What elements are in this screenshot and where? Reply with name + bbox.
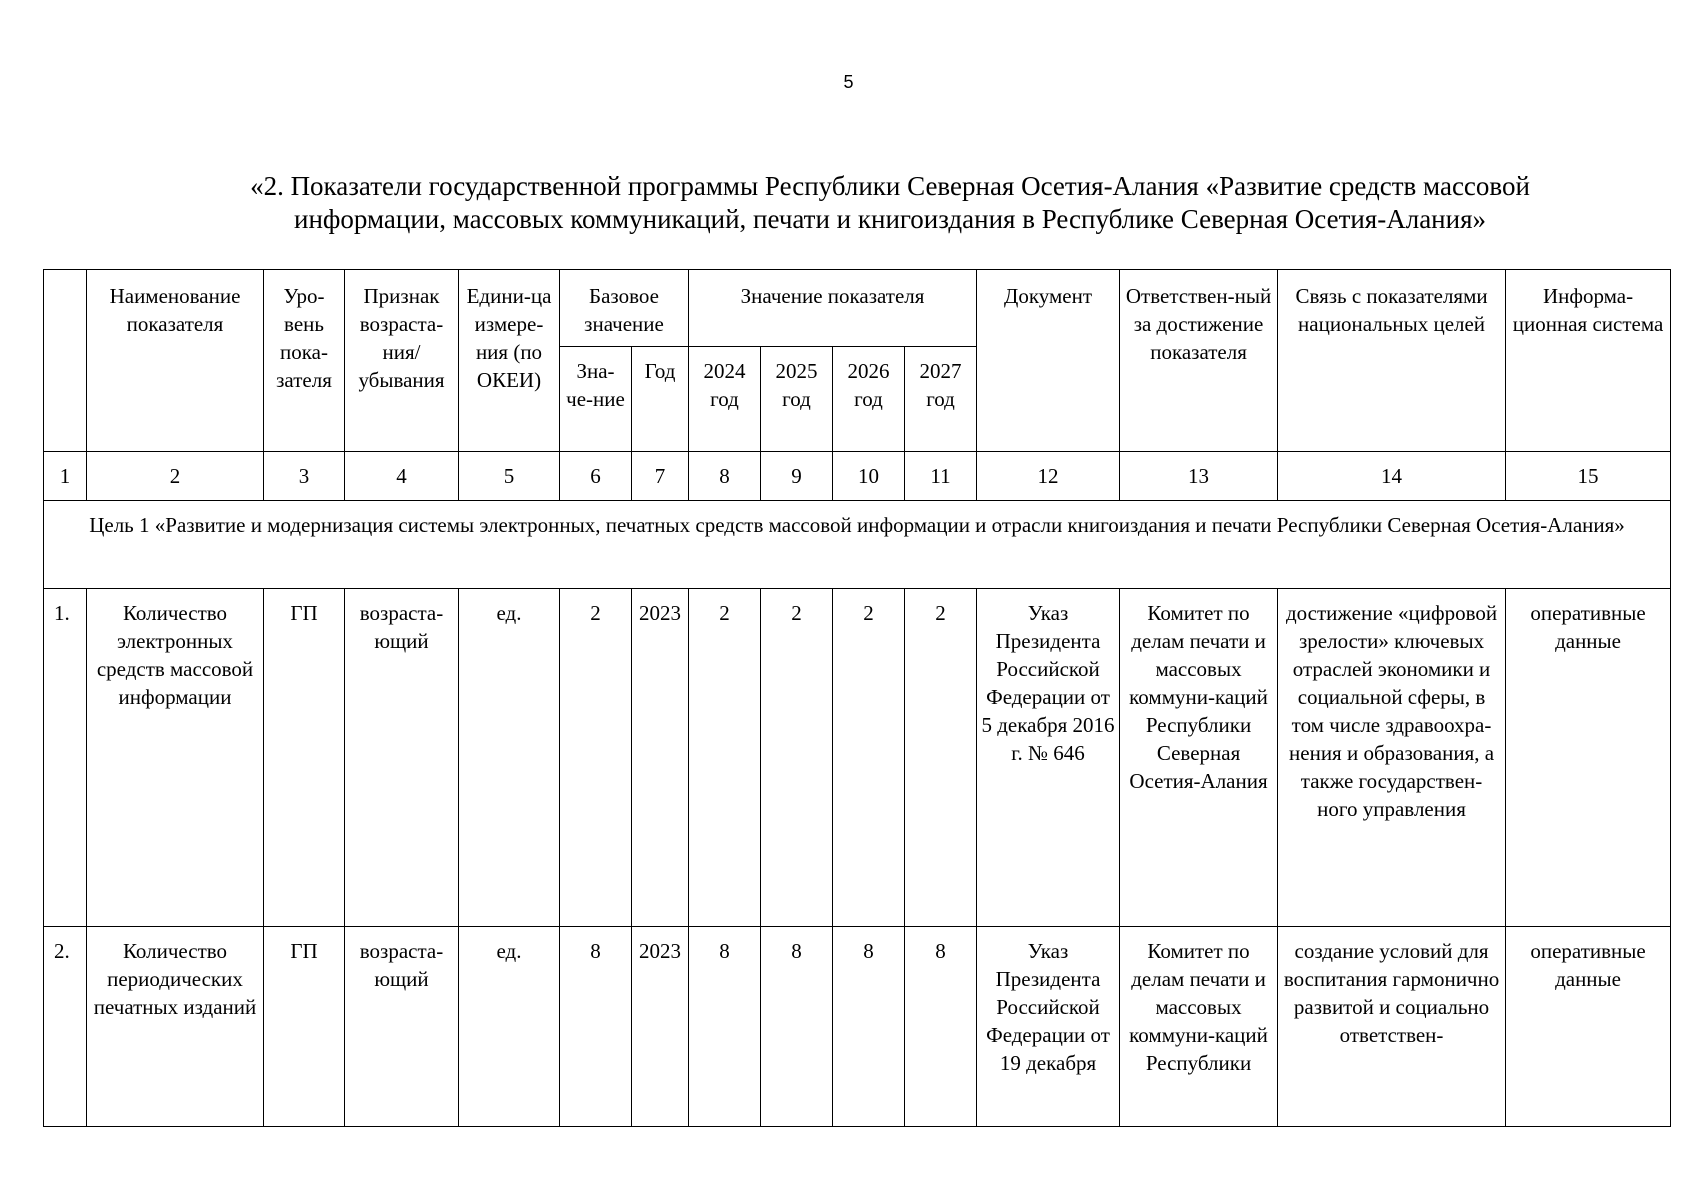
responsible: Комитет по делам печати и массовых коммуни-каций Республики — [1120, 927, 1278, 1127]
value-2025: 2 — [761, 589, 833, 927]
column-number: 4 — [345, 452, 459, 501]
header-2027: 2027 год — [905, 347, 977, 452]
page-number: 5 — [843, 72, 854, 92]
column-numbers-row — [44, 452, 1671, 501]
header-document: Документ — [977, 270, 1120, 452]
header-2024: 2024 год — [689, 347, 761, 452]
heading-line-1: «2. Показатели государственной программы Республики Северная Осетия-Алания «Развитие средств массовой — [250, 171, 1530, 201]
header-2026: 2026 год — [833, 347, 905, 452]
indicator-unit: ед. — [459, 927, 560, 1127]
document: Указ Президента Российской Федерации от 5 декабря 2016 г. № 646 — [977, 589, 1120, 927]
column-number: 10 — [833, 452, 905, 501]
info-system: оперативные данные — [1506, 927, 1671, 1127]
goal-text: Цель 1 «Развитие и модернизация системы электронных, печатных средств массовой информации и отрасли книгоиздания и печати Республики Северная Осетия-Алания» — [44, 501, 1671, 589]
header-level: Уро-вень пока-зателя — [264, 270, 345, 452]
value-2024: 2 — [689, 589, 761, 927]
value-2026: 8 — [833, 927, 905, 1127]
column-number: 14 — [1278, 452, 1506, 501]
header-national-goals: Связь с показателями национальных целей — [1278, 270, 1506, 452]
header-name: Наименование показателя — [87, 270, 264, 452]
indicator-level: ГП — [264, 927, 345, 1127]
responsible: Комитет по делам печати и массовых коммуни-каций Республики Северная Осетия-Алания — [1120, 589, 1278, 927]
base-value: 2 — [560, 589, 632, 927]
indicators-table — [43, 269, 1671, 1127]
column-number: 1 — [44, 452, 87, 501]
column-number: 13 — [1120, 452, 1278, 501]
document: Указ Президента Российской Федерации от 19 декабря — [977, 927, 1120, 1127]
value-2027: 2 — [905, 589, 977, 927]
goal-row — [44, 501, 1671, 589]
column-number: 11 — [905, 452, 977, 501]
document-heading — [180, 170, 1600, 236]
header-trend: Признак возраста-ния/ убывания — [345, 270, 459, 452]
column-number: 7 — [632, 452, 689, 501]
heading-line-2: информации, массовых коммуникаций, печати и книгоиздания в Республике Северная Осетия-Алания» — [294, 204, 1486, 234]
header-base: Базовое значение — [560, 270, 689, 347]
header-base-year: Год — [632, 347, 689, 452]
header-unit: Едини-ца измере-ния (по ОКЕИ) — [459, 270, 560, 452]
value-2026: 2 — [833, 589, 905, 927]
indicator-trend: возраста-ющий — [345, 927, 459, 1127]
header-row-1 — [44, 270, 1671, 347]
base-value: 8 — [560, 927, 632, 1127]
column-number: 8 — [689, 452, 761, 501]
row-number: 2. — [44, 927, 87, 1127]
indicator-trend: возраста-ющий — [345, 589, 459, 927]
column-number: 12 — [977, 452, 1120, 501]
header-base-value: Зна-че-ние — [560, 347, 632, 452]
column-number: 9 — [761, 452, 833, 501]
column-number: 3 — [264, 452, 345, 501]
value-2027: 8 — [905, 927, 977, 1127]
table-row — [44, 927, 1671, 1127]
header-info-system: Информа-ционная система — [1506, 270, 1671, 452]
base-year: 2023 — [632, 927, 689, 1127]
national-goals: достижение «цифровой зрелости» ключевых отраслей экономики и социальной сферы, в том числе здравоохра-нения и образования, а также государствен-ного управления — [1278, 589, 1506, 927]
value-2025: 8 — [761, 927, 833, 1127]
value-2024: 8 — [689, 927, 761, 1127]
header-indicator-value: Значение показателя — [689, 270, 977, 347]
info-system: оперативные данные — [1506, 589, 1671, 927]
base-year: 2023 — [632, 589, 689, 927]
indicator-name: Количество электронных средств массовой информации — [87, 589, 264, 927]
column-number: 6 — [560, 452, 632, 501]
indicator-level: ГП — [264, 589, 345, 927]
national-goals: создание условий для воспитания гармонично развитой и социально ответствен- — [1278, 927, 1506, 1127]
column-number: 2 — [87, 452, 264, 501]
indicator-name: Количество периодических печатных изданий — [87, 927, 264, 1127]
column-number: 15 — [1506, 452, 1671, 501]
indicator-unit: ед. — [459, 589, 560, 927]
header-2025: 2025 год — [761, 347, 833, 452]
table-row — [44, 589, 1671, 927]
header-responsible: Ответствен-ный за достижение показателя — [1120, 270, 1278, 452]
header-cell-num — [44, 270, 87, 452]
column-number: 5 — [459, 452, 560, 501]
row-number: 1. — [44, 589, 87, 927]
